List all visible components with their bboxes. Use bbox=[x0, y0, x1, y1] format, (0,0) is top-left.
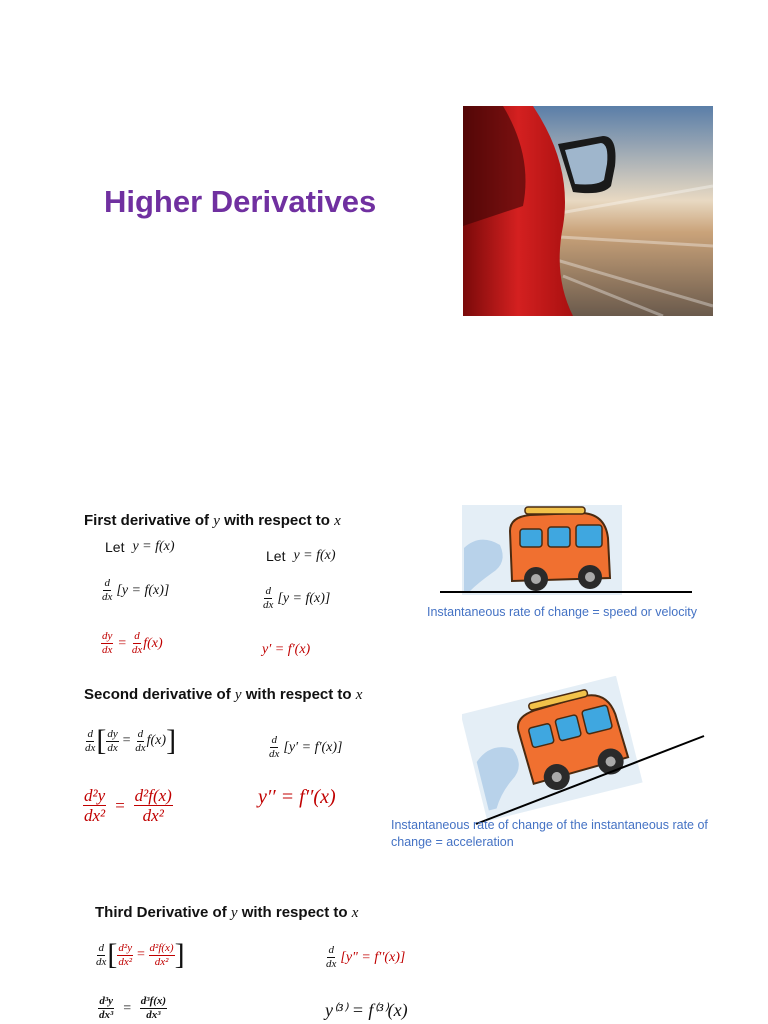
second-derivative-prime: y′′ = f′′(x) bbox=[258, 786, 336, 808]
first-derivative-prime: y′ = f′(x) bbox=[262, 642, 311, 657]
second-derivative-bracket-right: $\frac{d}{dx}$ [y′ = f′(x)] bbox=[269, 734, 343, 760]
second-derivative-leibniz: $\frac{\text{d²y}}{\text{dx²}}$ = $\frac{\text{d²f(x)}}{\text{dx²}}$ bbox=[84, 786, 172, 825]
first-derivative-heading: First derivative of y with respect to x bbox=[84, 512, 341, 529]
third-derivative-bracket-right: $\frac{d}{dx}$ [y" = f′′(x)] bbox=[326, 944, 406, 970]
first-let-left: Let y = f(x) bbox=[105, 539, 175, 555]
first-let-right: Let y = f(x) bbox=[266, 548, 336, 564]
first-derivative-bracket-right: $\frac{d}{dx}$ [y = f(x)] bbox=[263, 585, 331, 611]
third-derivative-triple: y⁽³⁾ = f⁽³⁾(x) bbox=[325, 1000, 408, 1020]
van-icon bbox=[430, 503, 695, 603]
second-derivative-nested: $\frac{d}{dx}$ [ $\frac{dy}{dx}$ = $\frac{d}{dx}$ f(x) ] bbox=[85, 724, 177, 757]
second-caption: Instantaneous rate of change of the instantaneous rate of change = acceleration bbox=[391, 818, 708, 849]
third-derivative-heading: Third Derivative of y with respect to x bbox=[95, 904, 359, 921]
second-derivative-heading: Second derivative of y with respect to x bbox=[84, 686, 363, 703]
first-derivative-leibniz: $\frac{dy}{dx}$ = $\frac{d}{dx}$ f(x) bbox=[102, 630, 163, 656]
first-caption: Instantaneous rate of change = speed or velocity bbox=[427, 605, 697, 619]
third-derivative-nested: $\frac{d}{dx}$ [ $\frac{\text{d²y}}{\text{dx²}}$ = $\frac{\text{d²f(x)}}{\text{dx²}}$ ] bbox=[96, 938, 185, 971]
third-derivative-leibniz: $\frac{\text{d³y}}{\text{dx³}}$ = $\frac{\text{d³f(x)}}{\text{dx³}}$ bbox=[99, 995, 167, 1021]
van-uphill-icon bbox=[462, 676, 707, 826]
page-title: Higher Derivatives bbox=[104, 184, 377, 219]
car-speed-photo bbox=[463, 106, 713, 316]
first-derivative-bracket-left: $\frac{d}{dx}$ [y = f(x)] bbox=[102, 577, 170, 603]
